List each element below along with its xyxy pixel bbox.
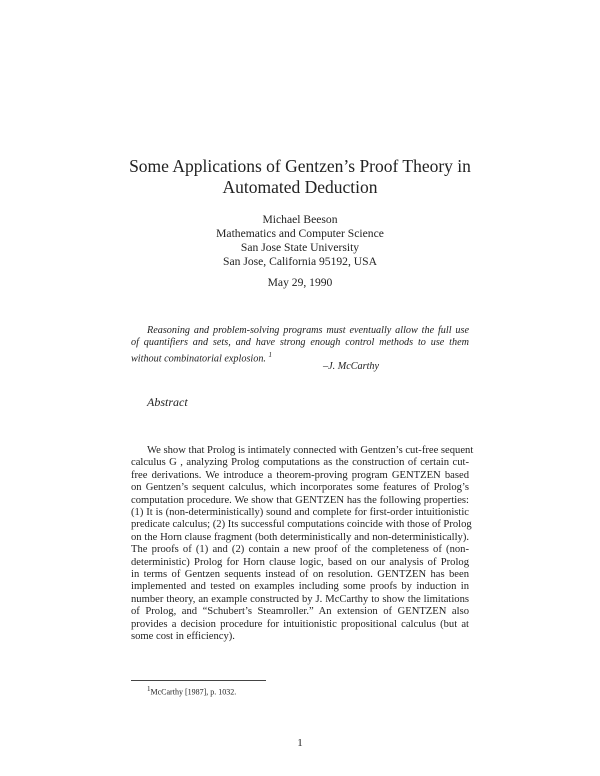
abstract-line: on Gentzen’s sequent calculus, which incorporates some features of Prolog’s bbox=[131, 482, 469, 494]
abstract-line: in terms of Gentzen sequents instead of on resolution. GENTZEN has been bbox=[131, 569, 469, 580]
title-line-1: Some Applications of Gentzen’s Proof Theory in bbox=[129, 156, 471, 176]
epigraph-line: Reasoning and problem-solving programs must eventually allow the full use bbox=[147, 325, 469, 336]
abstract-line: of Prolog, and “Schubert’s Steamroller.” An extension of GENTZEN also bbox=[131, 606, 469, 618]
abstract-line: deterministic) Prolog for Horn clause logic, based on our analysis of Prolog bbox=[131, 556, 469, 568]
abstract-line: We show that Prolog is intimately connected with Gentzen’s cut-free sequent bbox=[147, 445, 474, 456]
affiliation-line: San Jose, California 95192, USA bbox=[223, 255, 377, 268]
abstract-line: predicate calculus; (2) Its successful computations coincide with those of Prolog bbox=[131, 519, 472, 531]
footnote-mark: 1 bbox=[268, 351, 273, 359]
abstract-line: free derivations. We introduce a theorem-proving program GENTZEN based bbox=[131, 469, 469, 481]
abstract-heading: Abstract bbox=[147, 395, 188, 409]
abstract-line: some cost in efficiency). bbox=[131, 631, 235, 642]
abstract-line: implemented and tested on examples including some proofs by induction in bbox=[131, 581, 469, 593]
author: Michael Beeson bbox=[262, 213, 338, 226]
footnote bbox=[147, 685, 236, 697]
title-line-2: Automated Deduction bbox=[222, 177, 378, 197]
affiliation-line: Mathematics and Computer Science bbox=[216, 227, 384, 240]
abstract-line: calculus G , analyzing Prolog computations as the construction of certain cut- bbox=[131, 457, 469, 469]
abstract-line: on the Horn clause fragment (both deterministically and non-deterministically). bbox=[131, 531, 469, 543]
epigraph-line: of quantifiers and sets, and have strong enough control methods to use them bbox=[131, 337, 469, 348]
footnote-text: McCarthy [1987], p. 1032. bbox=[150, 687, 237, 697]
affiliation-line: San Jose State University bbox=[240, 241, 360, 254]
abstract-line: provides a decision procedure for intuitionistic propositional calculus (but at bbox=[131, 618, 469, 630]
abstract-line: (1) It is (non-deterministically) sound and complete for first-order intuitionistic bbox=[131, 507, 469, 518]
epigraph-line bbox=[131, 349, 469, 365]
abstract-line: The proofs of (1) and (2) contain a new proof of the completeness of (non- bbox=[131, 544, 469, 556]
footnote-number: 1 bbox=[147, 685, 151, 693]
date: May 29, 1990 bbox=[267, 276, 333, 289]
epigraph-attribution: –J. McCarthy bbox=[323, 361, 380, 372]
epigraph-text: without combinatorial explosion. bbox=[131, 353, 266, 365]
footnote-rule bbox=[131, 680, 266, 681]
page-number: 1 bbox=[297, 737, 303, 749]
abstract-line: computation procedure. We show that GENTZEN has the following properties: bbox=[131, 494, 469, 506]
abstract-line: number theory, an example constructed by J. McCarthy to show the limitations bbox=[131, 593, 469, 605]
